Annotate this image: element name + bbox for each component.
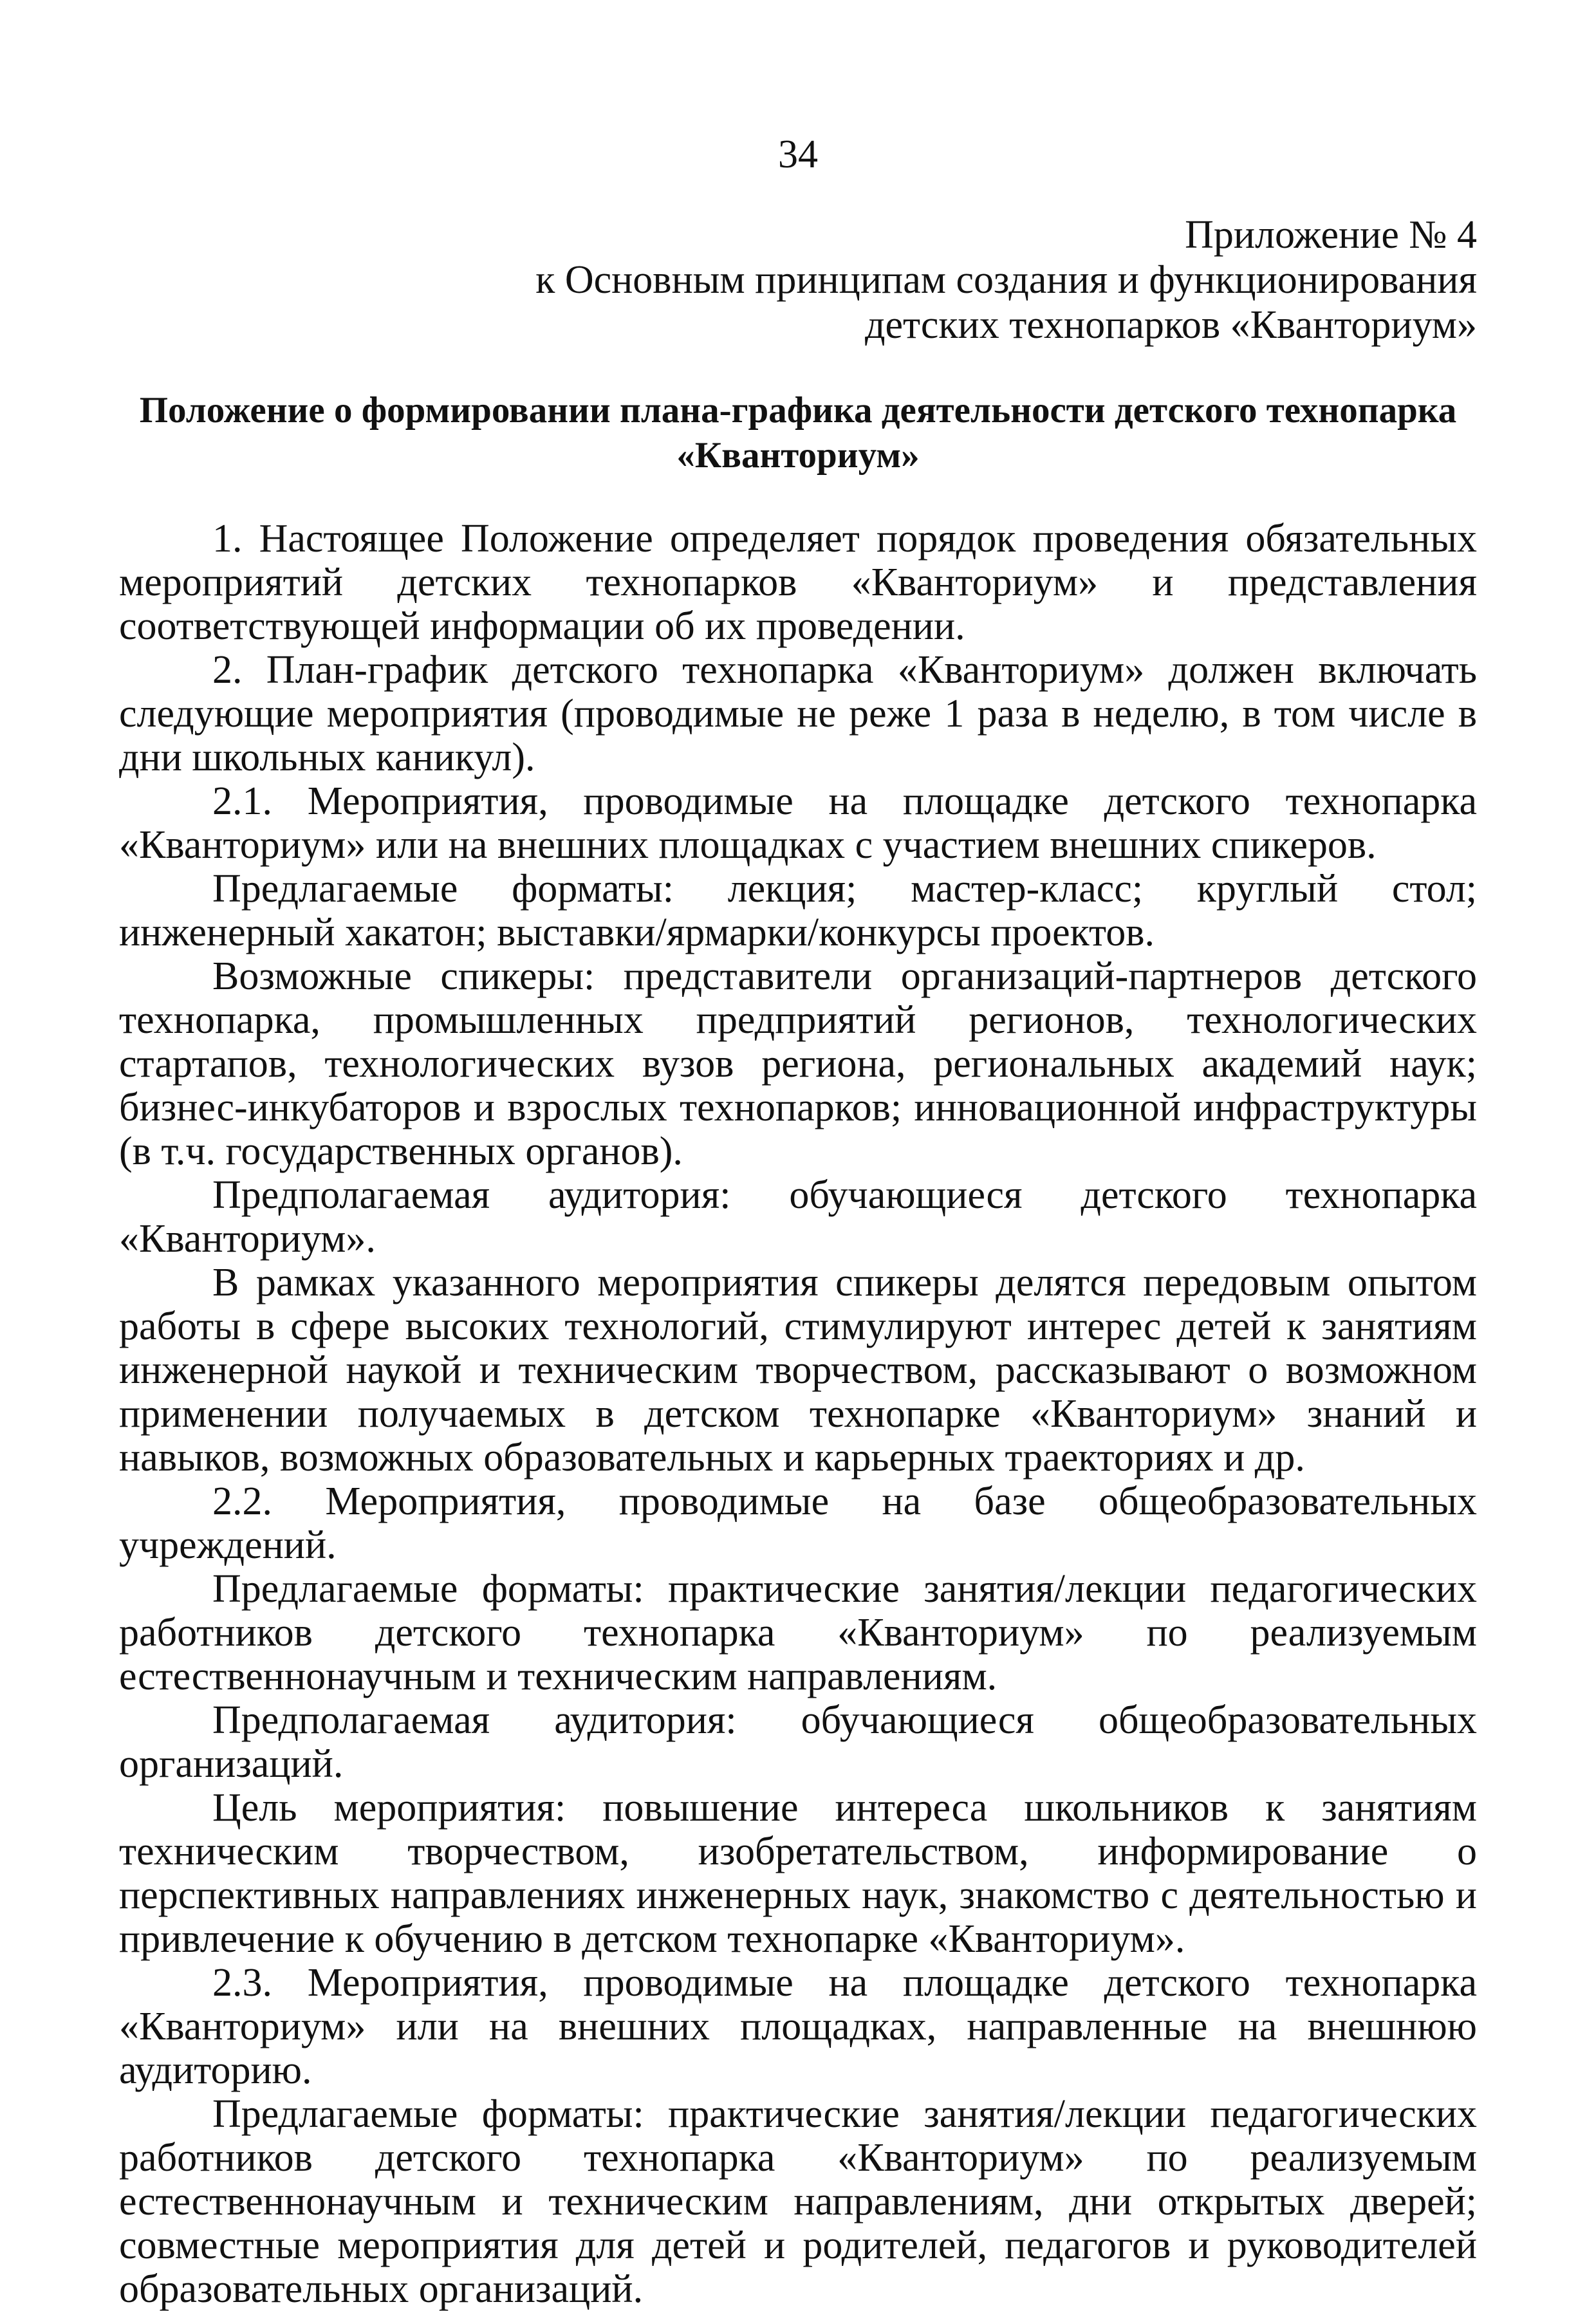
paragraph-2: 2. План-график детского технопарка «Кванториум» должен включать следующие мероприятия (проводимые не реже 1 раза в неделю, в том числе в дни школьных каникул). [119, 648, 1477, 779]
appendix-subtitle-line-2: детских технопарков «Кванториум» [864, 303, 1477, 347]
heading-line-1: Положение о формировании плана-графика деятельности детского технопарка [139, 390, 1457, 431]
document-body [119, 517, 1477, 2311]
paragraph-2-1-audience: Предполагаемая аудитория: обучающиеся детского технопарка «Кванториум». [119, 1173, 1477, 1261]
paragraph-2-2-formats: Предлагаемые форматы: практические занятия/лекции педагогических работников детского технопарка «Кванториум» по реализуемым естественнонаучным и техническим направлениям. [119, 1567, 1477, 1698]
page-number: 34 [778, 133, 818, 176]
paragraph-2-1-formats: Предлагаемые форматы: лекция; мастер-класс; круглый стол; инженерный хакатон; выставки/ярмарки/конкурсы проектов. [119, 867, 1477, 954]
paragraph-2-1: 2.1. Мероприятия, проводимые на площадке детского технопарка «Кванториум» или на внешних площадках с участием внешних спикеров. [119, 779, 1477, 867]
document-heading [119, 388, 1477, 478]
heading-line-2: «Кванториум» [676, 435, 920, 476]
paragraph-2-2: 2.2. Мероприятия, проводимые на базе общеобразовательных учреждений. [119, 1480, 1477, 1567]
appendix-title: Приложение № 4 [1185, 213, 1477, 257]
appendix-reference [535, 212, 1477, 348]
paragraph-2-1-description: В рамках указанного мероприятия спикеры делятся передовым опытом работы в сфере высоких технологий, стимулируют интерес детей к занятиям инженерной наукой и техническим творчеством, рассказывают о возможном применении получаемых в детском технопарке «Кванториум» знаний и навыков, возможных образовательных и карьерных траекториях и др. [119, 1261, 1477, 1480]
paragraph-2-2-goal: Цель мероприятия: повышение интереса школьников к занятиям техническим творчеством, изобретательством, информирование о перспективных направлениях инженерных наук, знакомство с деятельностью и привлечение к обучению в детском технопарке «Кванториум». [119, 1786, 1477, 1961]
paragraph-2-3-formats: Предлагаемые форматы: практические занятия/лекции педагогических работников детского технопарка «Кванториум» по реализуемым естественнонаучным и техническим направлениям, дни открытых дверей; совместные мероприятия для детей и родителей, педагогов и руководителей образовательных организаций. [119, 2092, 1477, 2311]
paragraph-2-1-speakers: Возможные спикеры: представители организаций-партнеров детского технопарка, промышленных предприятий регионов, технологических стартапов, технологических вузов региона, региональных академий наук; бизнес-инкубаторов и взрослых технопарков; инновационной инфраструктуры (в т.ч. государственных органов). [119, 954, 1477, 1173]
paragraph-2-3: 2.3. Мероприятия, проводимые на площадке детского технопарка «Кванториум» или на внешних площадках, направленные на внешнюю аудиторию. [119, 1961, 1477, 2092]
paragraph-1: 1. Настоящее Положение определяет порядок проведения обязательных мероприятий детских технопарков «Кванториум» и представления соответствующей информации об их проведении. [119, 517, 1477, 648]
appendix-subtitle-line-1: к Основным принципам создания и функционирования [535, 258, 1477, 302]
paragraph-2-2-audience: Предполагаемая аудитория: обучающиеся общеобразовательных организаций. [119, 1698, 1477, 1786]
